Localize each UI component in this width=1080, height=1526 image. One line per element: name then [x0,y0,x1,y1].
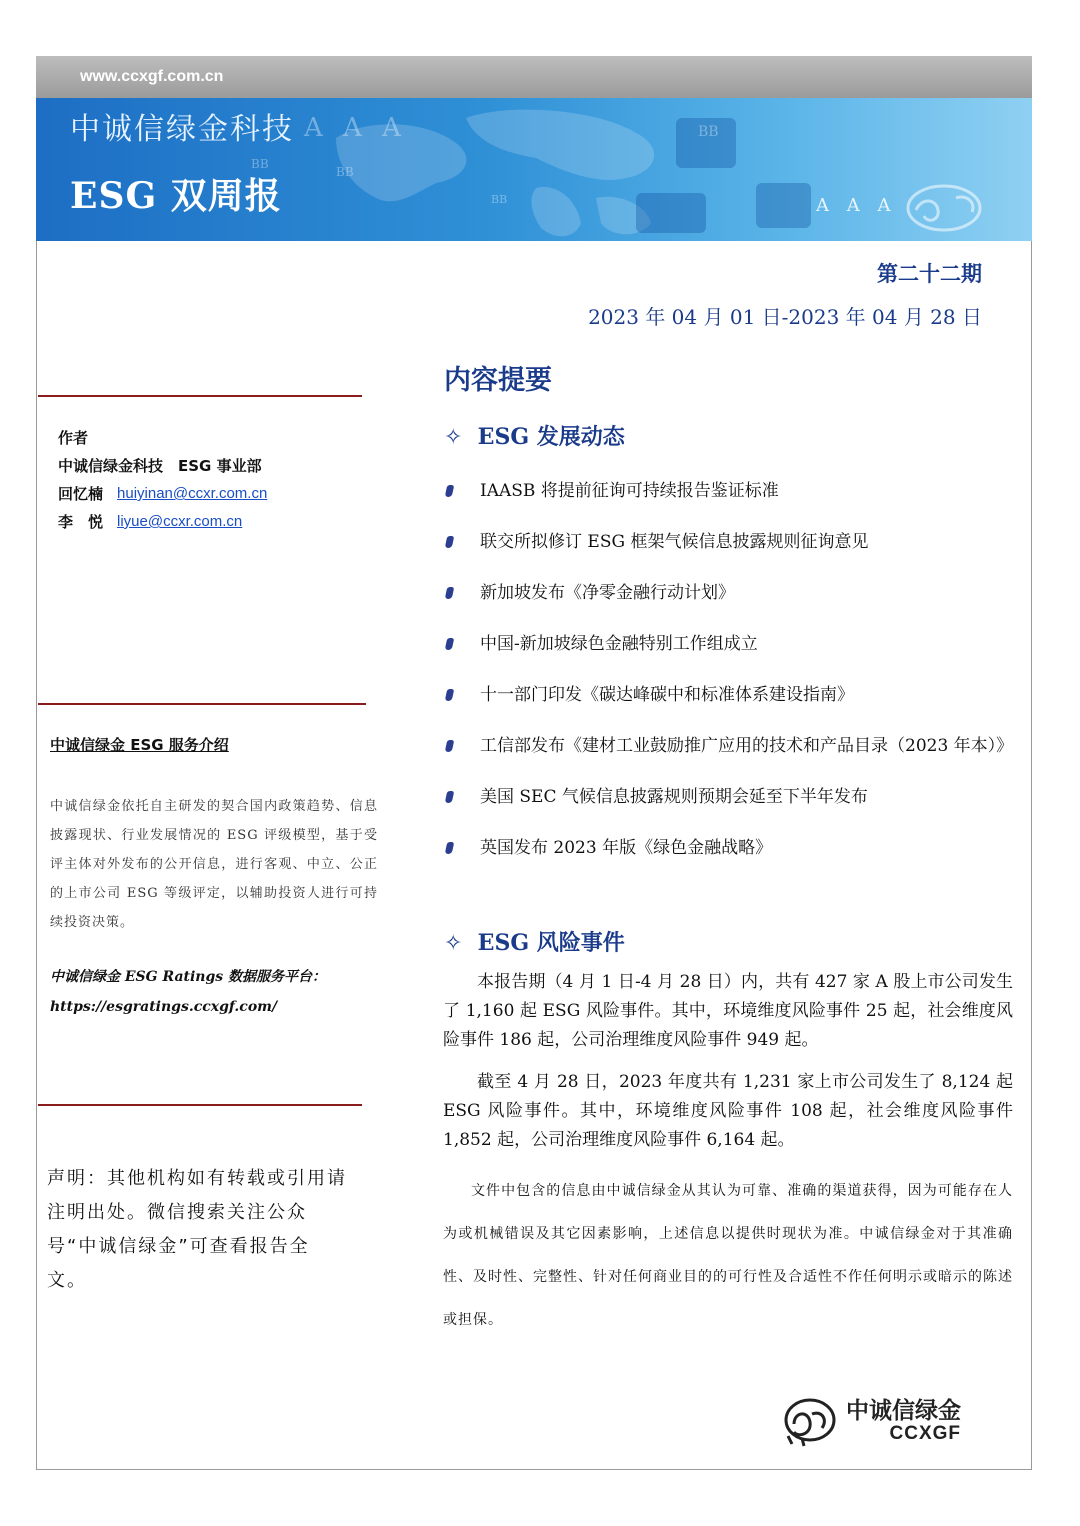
section-heading-risk [444,926,625,957]
report-title: ESG 双周报 [70,175,282,217]
bb-decoration-text-1: BB [251,157,269,171]
divider-notice-top [38,1104,362,1106]
list-item [444,623,1014,665]
bb-decoration-text-4: BB [336,165,354,179]
website-url[interactable]: www.ccxgf.com.cn [80,68,224,85]
list-item-text: 新加坡发布《净零金融行动计划》 [480,583,735,603]
bullet-icon [445,536,455,548]
header-banner [36,98,1032,241]
author-name: 李 悦 [58,513,104,531]
author-name: 回忆楠 [58,485,104,503]
bb-decoration-text-2: BB [491,193,508,206]
list-item [444,572,1014,614]
section-heading-text: ESG 风险事件 [477,930,625,956]
issue-number: 第二十二期 [877,261,982,286]
logo-chinese-name: 中诚信绿金 [846,1398,961,1424]
bullet-icon [445,485,455,497]
elephant-logo-icon [782,1394,838,1450]
summary-title: 内容提要 [444,365,552,396]
author-label: 作者 [58,429,89,447]
top-bar [36,56,1032,98]
list-item-text: 联交所拟修订 ESG 框架气候信息披露规则征询意见 [480,532,869,552]
footer-logo [782,1394,961,1450]
brand-name: 中诚信绿金科技 [70,112,294,147]
disclaimer-text: 文件中包含的信息由中诚信绿金从其认为可靠、准确的渠道获得，因为可能存在人为或机械错误及其它因素影响，上述信息以提供时现状为准。中诚信绿金对于其准确性、及时性、完整性、针对任何商业目的的可行性及合适性不作任何明示或暗示的陈述或担保。 [443,1183,1013,1328]
section-heading-developments [444,420,625,451]
diamond-icon: ✧ [444,425,463,450]
service-intro-body: 中诚信绿金依托自主研发的契合国内政策趋势、信息披露现状、行业发展情况的 ESG 评级模型，基于受评主体对外发布的公开信息，进行客观、中立、公正的上市公司 ESG 等级评定，以辅助投资人进行可持续投资决策。 [50,799,378,930]
bullet-icon [445,689,455,701]
list-item-text: IAASB 将提前征询可持续报告鉴证标准 [480,481,779,501]
section-heading-text: ESG 发展动态 [477,424,625,450]
list-item-text: 美国 SEC 气候信息披露规则预期会延至下半年发布 [480,787,868,807]
platform-info [50,962,380,1022]
bullet-icon [445,638,455,650]
list-item-text: 中国-新加坡绿色金融特别工作组成立 [480,634,758,654]
list-item [444,827,1014,869]
list-item [444,470,1014,512]
elephant-watermark-icon [908,186,980,230]
divider-author-top [38,395,362,397]
aaa-decoration-text: A A A [816,195,897,216]
divider-service-top [38,703,366,705]
bb-decoration-text-3: BB [698,124,719,140]
bullet-icon [445,740,455,752]
author-row [58,480,267,508]
risk-paragraph-ytd: 截至 4 月 28 日，2023 年度共有 1,231 家上市公司发生了 8,124 起 ESG 风险事件。其中，环境维度风险事件 108 起，社会维度风险事件 1,852 起，公司治理维度风险事件 6,164 起。 [443,1072,1013,1150]
bullet-icon [445,587,455,599]
logo-english-name: CCXGF [889,1423,961,1444]
platform-url-link[interactable]: https://esgratings.ccxgf.com/ [50,999,278,1015]
aaa-decoration-text-2: A A A [304,113,407,143]
development-list [444,470,1014,878]
risk-paragraph-period: 本报告期（4 月 1 日-4 月 28 日）内，共有 427 家 A 股上市公司发生了 1,160 起 ESG 风险事件。其中，环境维度风险事件 25 起，社会维度风险事件 186 起，公司治理维度风险事件 949 起。 [443,972,1013,1050]
list-item-text: 十一部门印发《碳达峰碳中和标准体系建设指南》 [480,685,854,705]
author-email-link[interactable]: liyue@ccxr.com.cn [117,513,243,530]
bullet-icon [445,791,455,803]
list-item [444,776,1014,818]
author-email-link[interactable]: huiyinan@ccxr.com.cn [117,485,268,502]
author-department: 中诚信绿金科技 ESG 事业部 [58,457,262,475]
author-block [58,424,267,536]
list-item-text: 英国发布 2023 年版《绿色金融战略》 [480,838,773,858]
issue-date-range: 2023 年 04 月 01 日-2023 年 04 月 28 日 [588,305,982,329]
list-item [444,674,1014,716]
list-item-text: 工信部发布《建材工业鼓励推广应用的技术和产品目录（2023 年本）》 [480,736,1014,756]
list-item [444,521,1014,563]
platform-label: 中诚信绿金 ESG Ratings 数据服务平台： [50,969,327,985]
diamond-icon: ✧ [444,931,463,956]
list-item [444,725,1014,767]
reprint-notice: 声明：其他机构如有转载或引用请注明出处。微信搜索关注公众号“中诚信绿金”可查看报告全文。 [47,1168,347,1291]
author-row [58,508,267,536]
bullet-icon [445,842,455,854]
service-intro-title: 中诚信绿金 ESG 服务介绍 [50,736,229,754]
